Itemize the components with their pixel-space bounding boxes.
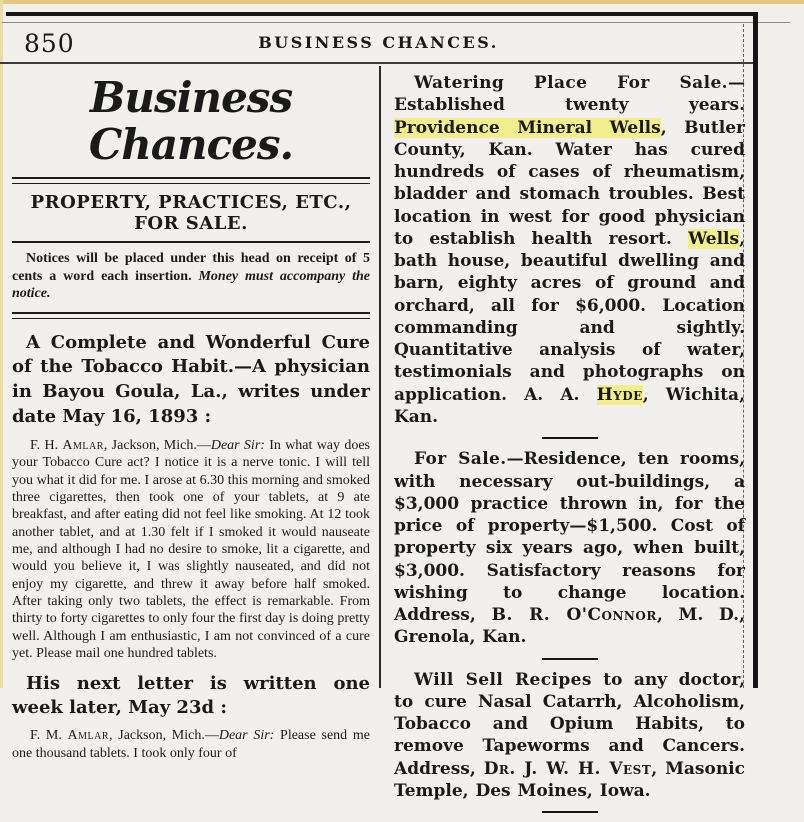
- notice-rule: [12, 312, 370, 319]
- ad-divider: [542, 658, 598, 660]
- ad-residence-for-sale: For Sale.—Residence, ten rooms, with necessary out-buildings, a $3,000 practice thrown in, for the price of property—$1,500. Cost of property six years ago, when built, $3,000. Satisfactory reasons for wishing to change location. Address, B. R. O'Connor, M. D., Grenola, Kan.: [394, 449, 746, 648]
- masthead-rule: [12, 177, 370, 184]
- ad-watering-place: Watering Place For Sale.—Established twenty years. Providence Mineral Wells, Butler County, Kan. Water has cured hundreds of cases of rheumatism, bladder and stomach troubles. Best location in west for good physician to establish health resort. Wells, bath house, beautiful dwelling and barn, eighty acres of ground and orchard, all for $6,000. Location commanding and sightly. Quantitative analysis of water, testimonials and photographs on application. A. A. Hyde, Wichita, Kan.: [394, 73, 745, 427]
- tobacco-cure-headline: A Complete and Wonderful Cure of the Tobacco Habit.—A physician in Bayou Goula, La., writes under date May 16, 1893 :: [12, 331, 370, 428]
- letter-interlude: His next letter is written one week later, May 23d :: [12, 672, 370, 718]
- column-divider-rule: [379, 66, 381, 688]
- top-accent-strip: [0, 0, 804, 4]
- insertion-notice: Notices will be placed under this head on receipt of 5 cents a word each insertion. Money must accompany the notice.: [12, 251, 370, 302]
- section-header: PROPERTY, PRACTICES, ETC., FOR SALE.: [30, 192, 352, 235]
- page-top-border-thick: [6, 12, 758, 16]
- left-accent-strip: [0, 0, 3, 688]
- left-column: [12, 70, 370, 762]
- letter-second: F. M. Amlar, Jackson, Mich.—Dear Sir: Please send me one thousand tablets. I took only four of: [12, 728, 370, 761]
- letter-first: F. H. Amlar, Jackson, Mich.—Dear Sir: In what way does your Tobacco Cure act? I notice it is a nerve tonic. I will tell you what it did for me. I arose at 6.30 this morning and smoked three cigarettes, then took one of your tablets, at 9 ate breakfast, and after eating did not feel like smoking. At 12 took another tablet, and at 1.30 felt if I smoked it would nauseate me, and although I had no desire to smoke, lit a cigarette, and would you believe it, I was slightly nauseated, and did not enjoy my cigarette, and threw it away before half smoked. After taking only two tablets, the effect is remarkable. From thirty to forty cigarettes to only four the first day is doing pretty well. Although I am enthusiastic, I am not convinced of a cure yet. Please mail one hundred tablets.: [12, 437, 370, 662]
- ad-divider: [542, 437, 598, 439]
- page-number: 850: [24, 29, 75, 58]
- page-top-border-thin: [2, 22, 790, 23]
- masthead-title: Business Chances.: [88, 73, 294, 170]
- page-right-border-thick: [753, 12, 758, 688]
- header-rule: [0, 62, 757, 64]
- right-column: [394, 72, 745, 822]
- ad-divider: [542, 811, 598, 813]
- running-title: BUSINESS CHANCES.: [258, 33, 499, 52]
- running-head: [0, 27, 757, 57]
- ad-will-sell-recipes: Will Sell Recipes to any doctor, to cure Nasal Catarrh, Alcoholism, Tobacco and Opium Habits, to remove Tapeworms and Cancers. Address, Dr. J. W. H. Vest, Masonic Temple, Des Moines, Iowa.: [394, 669, 745, 801]
- section-header-rule: [12, 241, 370, 243]
